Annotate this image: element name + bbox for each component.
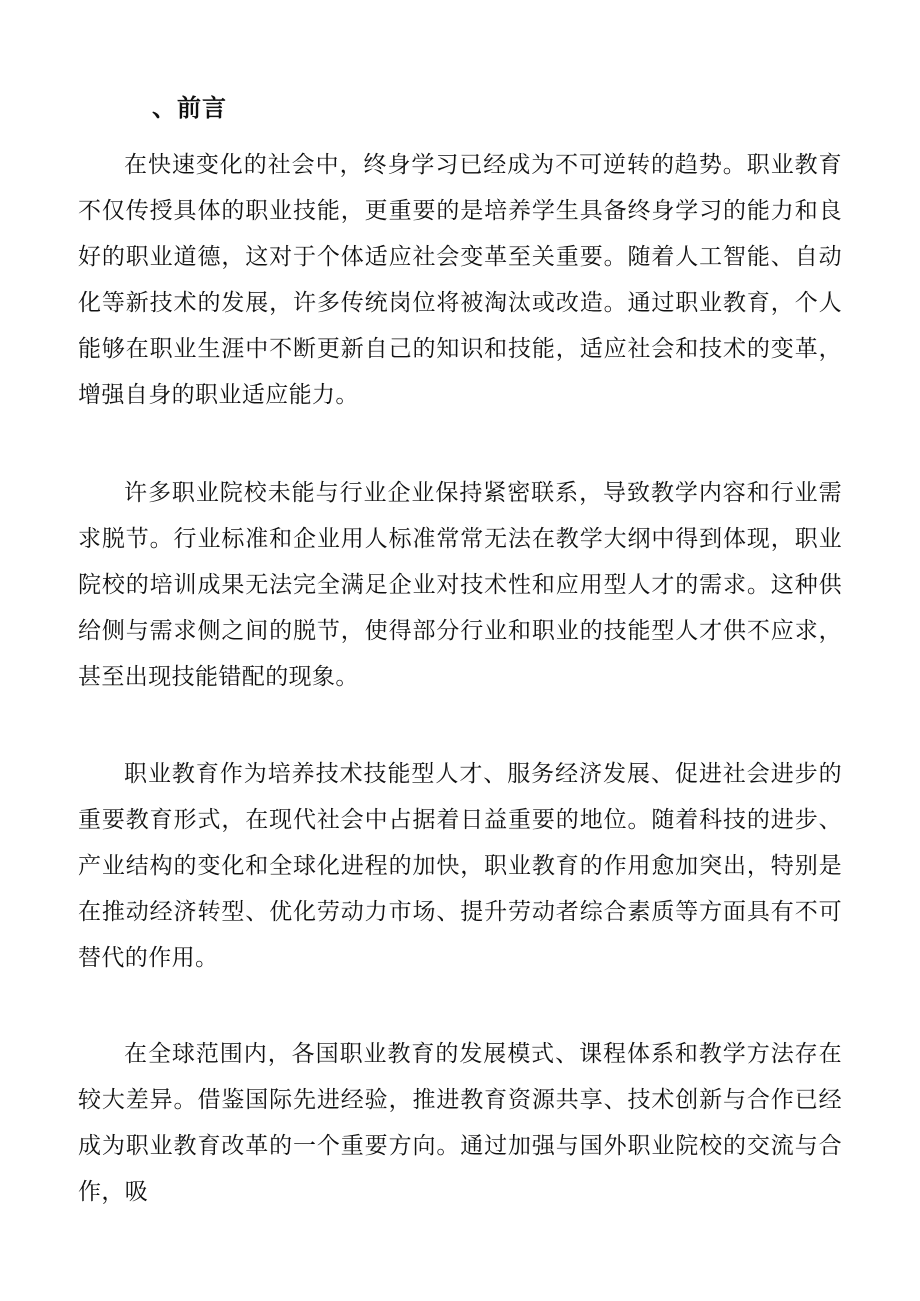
paragraph-industry-disconnect: 许多职业院校未能与行业企业保持紧密联系，导致教学内容和行业需求脱节。行业标准和企业用人标准常常无法在教学大纲中得到体现，职业院校的培训成果无法完全满足企业对技术性和应用型人才的需求。这种供给侧与需求侧之间的脱节，使得部分行业和职业的技能型人才供不应求，甚至出现技能错配的现象。 (78, 480, 842, 690)
paragraph-lifelong-learning: 在快速变化的社会中，终身学习已经成为不可逆转的趋势。职业教育不仅传授具体的职业技能，更重要的是培养学生具备终身学习的能力和良好的职业道德，这对于个体适应社会变革至关重要。随着人工智能、自动化等新技术的发展，许多传统岗位将被淘汰或改造。通过职业教育，个人能够在职业生涯中不断更新自己的知识和技能，适应社会和技术的变革，增强自身的职业适应能力。 (78, 152, 842, 408)
section-heading: 、前言 (152, 93, 227, 122)
paragraph-role-of-vocational-education: 职业教育作为培养技术技能型人才、服务经济发展、促进社会进步的重要教育形式，在现代社会中占据着日益重要的地位。随着科技的进步、产业结构的变化和全球化进程的加快，职业教育的作用愈加突出，特别是在推动经济转型、优化劳动力市场、提升劳动者综合素质等方面具有不可替代的作用。 (78, 761, 842, 971)
paragraph-international-cooperation: 在全球范围内，各国职业教育的发展模式、课程体系和教学方法存在较大差异。借鉴国际先进经验，推进教育资源共享、技术创新与合作已经成为职业教育改革的一个重要方向。通过加强与国外职业院校的交流与合作，吸 (78, 1041, 842, 1205)
